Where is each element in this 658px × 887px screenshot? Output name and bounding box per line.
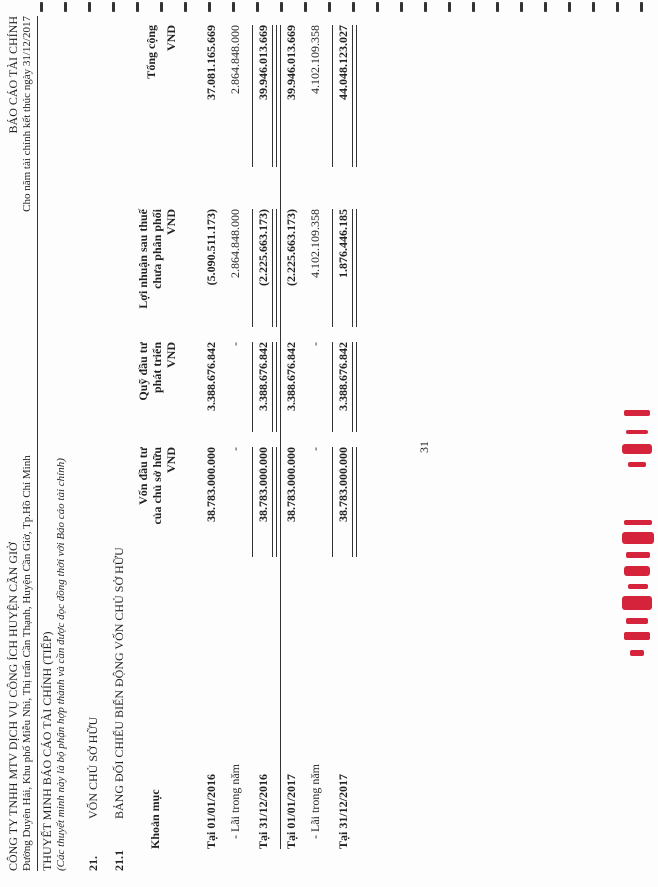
subtotal-rule [332, 342, 333, 432]
table-row-label: Tại 01/01/2016 [204, 773, 218, 849]
table-cell-value: 37.081.165.669 [204, 25, 218, 100]
table-cell-value: 3.388.676.842 [256, 342, 270, 411]
table-row-label: - Lãi trong năm [228, 764, 242, 839]
table-cell-value: - [228, 342, 242, 346]
table-header-cell: Lợi nhuận sau thuế [136, 209, 150, 309]
table-row-label: Tại 31/12/2016 [256, 773, 270, 849]
total-double-rule [272, 342, 277, 432]
total-double-rule [352, 25, 357, 167]
subtotal-rule [252, 25, 253, 167]
table-cell-value: 1.876.446.185 [336, 209, 350, 278]
table-header-cell: Tổng cộng [144, 25, 158, 79]
table-header-cell: chưa phân phối [150, 209, 164, 289]
subtotal-rule [332, 447, 333, 557]
table-header-cell: VND [164, 25, 178, 51]
table-row-label: - Lãi trong năm [308, 764, 322, 839]
table-separator-rule [280, 25, 281, 849]
table-cell-value: 3.388.676.842 [204, 342, 218, 411]
table-cell-value: 38.783.000.000 [336, 447, 350, 522]
total-double-rule [272, 447, 277, 557]
subtotal-rule [252, 209, 253, 327]
subtotal-rule [332, 209, 333, 327]
table-cell-value: 44.048.123.027 [336, 25, 350, 100]
table-cell-value: - [308, 447, 322, 451]
table-header-cell: Vốn đầu tư [136, 447, 150, 505]
table-header-cell: của chủ sở hữu [150, 447, 164, 525]
company-name: CÔNG TY TNHH MTV DỊCH VỤ CÔNG ÍCH HUYỆN CẦN GIỜ [6, 542, 20, 871]
table-cell-value: - [308, 342, 322, 346]
subsection-number: 21.1 [112, 850, 126, 871]
red-stamp-marks [620, 400, 658, 700]
subtotal-rule [252, 447, 253, 557]
total-double-rule [352, 342, 357, 432]
company-address: Đường Duyên Hải, Khu phố Miễu Nhì, Thị trấn Cần Thạnh, Huyện Cần Giờ, Tp.Hồ Chí Minh [21, 455, 33, 871]
table-header-cell: VND [164, 447, 178, 473]
table-row-label: Tại 01/01/2017 [284, 773, 298, 849]
table-cell-value: 3.388.676.842 [284, 342, 298, 411]
table-cell-value: 4.102.109.358 [308, 209, 322, 278]
total-double-rule [352, 447, 357, 557]
table-cell-value: - [228, 447, 242, 451]
header-rule [37, 16, 38, 871]
section-number: 21. [86, 856, 100, 871]
report-period: Cho năm tài chính kết thúc ngày 31/12/2017 [21, 16, 33, 212]
page-number: 31 [417, 441, 431, 453]
table-header-cell: Quỹ đầu tư [136, 342, 150, 401]
table-header-cell: phát triển [150, 342, 164, 393]
table-cell-value: 39.946.013.669 [284, 25, 298, 100]
table-cell-value: (5.090.511.173) [204, 209, 218, 286]
table-header-khoan-muc: Khoản mục [148, 789, 162, 849]
total-double-rule [352, 209, 357, 327]
table-row-label: Tại 31/12/2017 [336, 773, 350, 849]
report-title: BÁO CÁO TÀI CHÍNH [6, 16, 20, 134]
table-header-cell: VND [164, 209, 178, 235]
table-cell-value: 38.783.000.000 [256, 447, 270, 522]
subsection-title: BẢNG ĐỐI CHIẾU BIẾN ĐỘNG VỐN CHỦ SỞ HỮU [112, 547, 126, 819]
notes-title: THUYẾT MINH BÁO CÁO TÀI CHÍNH (TIẾP) [40, 631, 54, 871]
table-cell-value: 4.102.109.358 [308, 25, 322, 94]
table-cell-value: 3.388.676.842 [336, 342, 350, 411]
table-header-cell: VND [164, 342, 178, 368]
table-cell-value: 39.946.013.669 [256, 25, 270, 100]
table-cell-value: (2.225.663.173) [256, 209, 270, 286]
table-cell-value: 2.864.848.000 [228, 25, 242, 94]
table-cell-value: 38.783.000.000 [284, 447, 298, 522]
table-cell-value: 2.864.848.000 [228, 209, 242, 278]
subtotal-rule [252, 342, 253, 432]
table-cell-value: (2.225.663.173) [284, 209, 298, 286]
total-double-rule [272, 25, 277, 167]
table-cell-value: 38.783.000.000 [204, 447, 218, 522]
total-double-rule [272, 209, 277, 327]
notes-subtitle: (Các thuyết minh này là bộ phận hợp thành và cần được đọc đồng thời với Báo cáo tài chính) [55, 458, 67, 871]
section-title: VỐN CHỦ SỞ HỮU [86, 716, 100, 819]
subtotal-rule [332, 25, 333, 167]
